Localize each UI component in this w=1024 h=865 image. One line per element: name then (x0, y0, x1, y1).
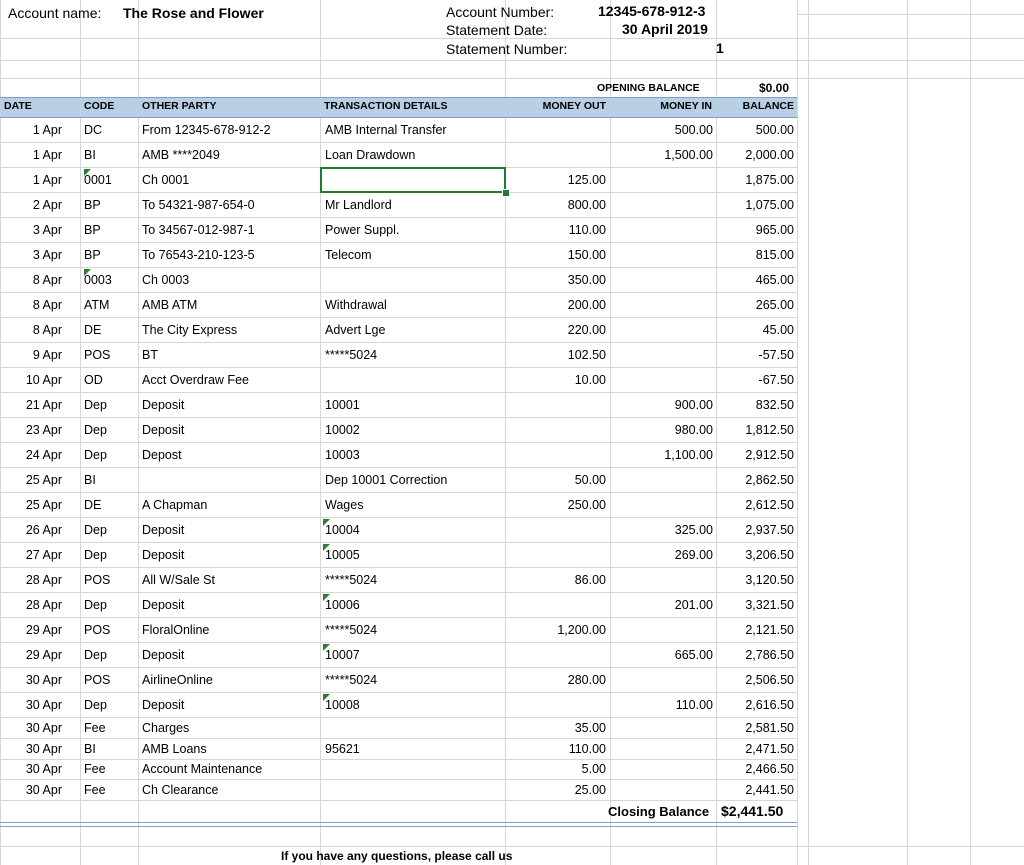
cell-balance[interactable]: 2,466.50 (745, 762, 794, 776)
cell-date[interactable]: 24 Apr (25, 448, 62, 462)
cell-money-out[interactable]: 86.00 (574, 573, 606, 587)
cell-code[interactable]: Fee (84, 783, 106, 797)
cell-details[interactable]: 95621 (325, 742, 360, 756)
cell-code[interactable]: Dep (84, 548, 107, 562)
cell-details[interactable]: 10001 (325, 398, 360, 412)
cell-balance[interactable]: -57.50 (758, 348, 794, 362)
table-row (0, 293, 800, 318)
cell-date[interactable]: 30 Apr (25, 783, 62, 797)
cell-money-out[interactable] (505, 518, 606, 543)
cell-money-in[interactable]: 1,100.00 (664, 448, 713, 462)
cell-balance[interactable]: 45.00 (762, 323, 794, 337)
table-row (0, 343, 800, 368)
cell-date[interactable]: 25 Apr (25, 473, 62, 487)
cell-money-out[interactable]: 50.00 (574, 473, 606, 487)
cell-money-out[interactable]: 150.00 (567, 248, 606, 262)
cell-date[interactable]: 21 Apr (25, 398, 62, 412)
cell-other-party[interactable]: Acct Overdraw Fee (142, 373, 249, 387)
cell-details[interactable]: 10002 (325, 423, 360, 437)
cell-money-out[interactable]: 350.00 (567, 273, 606, 287)
cell-balance[interactable]: 2,786.50 (745, 648, 794, 662)
cell-other-party[interactable]: To 34567-012-987-1 (142, 223, 255, 237)
table-row (0, 468, 800, 493)
cell-money-out[interactable]: 5.00 (581, 762, 606, 776)
cell-money-out[interactable] (505, 693, 606, 718)
table-row (0, 493, 800, 518)
cell-date[interactable]: 26 Apr (25, 523, 62, 537)
cell-money-out[interactable]: 125.00 (567, 173, 606, 187)
cell-balance[interactable]: 3,120.50 (745, 573, 794, 587)
table-row (0, 268, 800, 293)
cell-balance[interactable]: 2,616.50 (745, 698, 794, 712)
cell-date[interactable]: 28 Apr (25, 598, 62, 612)
cell-money-in[interactable]: 1,500.00 (664, 148, 713, 162)
table-row (0, 543, 800, 568)
cell-money-out[interactable] (505, 643, 606, 668)
cell-other-party[interactable]: Deposit (142, 548, 185, 562)
cell-details[interactable]: 10005 (325, 548, 360, 562)
cell-other-party[interactable]: Ch Clearance (142, 783, 219, 797)
cell-money-in[interactable]: 110.00 (675, 698, 713, 712)
cell-money-out[interactable]: 25.00 (574, 783, 606, 797)
cell-other-party[interactable]: AMB ****2049 (142, 148, 220, 162)
table-row (0, 618, 800, 643)
cell-other-party[interactable]: To 76543-210-123-5 (142, 248, 255, 262)
cell-code[interactable]: Dep (84, 698, 107, 712)
cell-money-in[interactable] (610, 718, 713, 739)
statement-date-value: 30 April 2019 (622, 21, 708, 37)
account-name-label: Account name: (8, 5, 102, 21)
table-row (0, 568, 800, 593)
cell-balance[interactable]: 2,612.50 (745, 498, 794, 512)
account-name-value: The Rose and Flower (123, 5, 264, 21)
cell-money-in[interactable] (610, 343, 713, 368)
opening-balance-label: OPENING BALANCE (597, 82, 700, 94)
cell-money-in[interactable] (610, 493, 713, 518)
cell-date[interactable]: 8 Apr (32, 323, 62, 337)
cell-date[interactable]: 2 Apr (32, 198, 62, 212)
cell-details[interactable]: Loan Drawdown (325, 148, 416, 162)
cell-details[interactable]: 10003 (325, 448, 360, 462)
cell-details[interactable]: 10006 (325, 598, 360, 612)
cell-money-out[interactable] (505, 543, 606, 568)
cell-money-out[interactable]: 110.00 (568, 223, 606, 237)
cell-balance[interactable]: 815.00 (755, 248, 794, 262)
cell-date[interactable]: 1 Apr (32, 148, 62, 162)
cell-details[interactable] (325, 368, 503, 393)
cell-money-out[interactable]: 250.00 (567, 498, 606, 512)
cell-code[interactable]: OD (84, 373, 103, 387)
cell-date[interactable]: 28 Apr (25, 573, 62, 587)
cell-other-party[interactable]: Deposit (142, 423, 185, 437)
cell-balance[interactable]: 2,471.50 (745, 742, 794, 756)
cell-details[interactable] (325, 780, 503, 801)
selected-cell[interactable] (320, 167, 506, 193)
cell-money-out[interactable]: 800.00 (567, 198, 606, 212)
cell-money-in[interactable] (610, 318, 713, 343)
cell-money-in[interactable] (610, 668, 713, 693)
cell-money-in[interactable] (610, 568, 713, 593)
table-row (0, 418, 800, 443)
comment-indicator-icon (323, 644, 330, 651)
cell-code[interactable]: DE (84, 323, 102, 337)
cell-date[interactable]: 25 Apr (25, 498, 62, 512)
cell-money-out[interactable]: 110.00 (568, 742, 606, 756)
table-row (0, 443, 800, 468)
cell-money-in[interactable] (610, 468, 713, 493)
cell-code[interactable]: POS (84, 573, 111, 587)
cell-other-party[interactable] (142, 468, 318, 493)
cell-balance[interactable]: 2,912.50 (745, 448, 794, 462)
statement-date-label: Statement Date: (446, 22, 548, 38)
cell-details[interactable] (325, 268, 503, 293)
cell-details[interactable]: Dep 10001 Correction (325, 473, 448, 487)
cell-balance[interactable]: 2,506.50 (745, 673, 794, 687)
cell-other-party[interactable]: AMB ATM (142, 298, 198, 312)
comment-indicator-icon (323, 519, 330, 526)
closing-balance-label: Closing Balance (608, 804, 710, 819)
cell-money-in[interactable] (610, 780, 713, 801)
cell-other-party[interactable]: All W/Sale St (142, 573, 215, 587)
cell-balance[interactable]: 465.00 (755, 273, 794, 287)
cell-other-party[interactable]: Depost (142, 448, 182, 462)
cell-details[interactable]: Mr Landlord (325, 198, 392, 212)
cell-other-party[interactable]: The City Express (142, 323, 238, 337)
questions-note: If you have any questions, please call us (281, 849, 513, 863)
cell-date[interactable]: 1 Apr (32, 123, 62, 137)
account-number-value: 12345-678-912-3 (598, 3, 706, 19)
cell-code[interactable]: BI (84, 742, 96, 756)
cell-money-out[interactable]: 10.00 (574, 373, 606, 387)
cell-code[interactable]: BP (84, 248, 101, 262)
col-header-money-in: MONEY IN (660, 100, 712, 112)
cell-balance[interactable]: 832.50 (755, 398, 794, 412)
cell-balance[interactable]: 2,000.00 (745, 148, 794, 162)
cell-date[interactable]: 29 Apr (25, 623, 62, 637)
cell-other-party[interactable]: Deposit (142, 648, 185, 662)
cell-balance[interactable]: 3,321.50 (745, 598, 794, 612)
cell-money-out[interactable] (505, 443, 606, 468)
cell-code[interactable]: 0003 (84, 273, 112, 287)
fill-handle[interactable] (502, 189, 510, 197)
cell-balance[interactable]: 1,812.50 (745, 423, 794, 437)
cell-money-in[interactable] (610, 193, 713, 218)
table-row (0, 668, 800, 693)
cell-date[interactable]: 8 Apr (32, 273, 62, 287)
cell-code[interactable]: 0001 (84, 173, 112, 187)
cell-code[interactable]: Dep (84, 598, 107, 612)
cell-date[interactable]: 1 Apr (32, 173, 62, 187)
cell-date[interactable]: 3 Apr (32, 223, 62, 237)
statement-number-value: 1 (716, 40, 724, 56)
cell-details[interactable]: *****5024 (325, 348, 378, 362)
cell-balance[interactable]: 2,937.50 (745, 523, 794, 537)
cell-balance[interactable]: 2,121.50 (745, 623, 794, 637)
cell-money-out[interactable] (505, 418, 606, 443)
cell-money-in[interactable]: 900.00 (674, 398, 713, 412)
table-row (0, 518, 800, 543)
footer-divider (0, 822, 797, 823)
cell-details[interactable]: 10008 (325, 698, 360, 712)
cell-other-party[interactable]: Charges (142, 721, 190, 735)
cell-date[interactable]: 30 Apr (25, 742, 62, 756)
cell-balance[interactable]: 2,581.50 (745, 721, 794, 735)
cell-other-party[interactable]: FloralOnline (142, 623, 210, 637)
col-header-code: CODE (84, 100, 115, 112)
cell-money-in[interactable] (610, 168, 713, 193)
comment-indicator-icon (84, 169, 91, 176)
cell-money-out[interactable]: 35.00 (574, 721, 606, 735)
cell-date[interactable]: 30 Apr (25, 762, 62, 776)
cell-details[interactable]: Withdrawal (325, 298, 387, 312)
cell-other-party[interactable]: Deposit (142, 598, 185, 612)
cell-balance[interactable]: 965.00 (755, 223, 794, 237)
table-row (0, 368, 800, 393)
cell-money-out[interactable]: 220.00 (567, 323, 606, 337)
cell-money-in[interactable] (610, 218, 713, 243)
cell-money-out[interactable]: 102.50 (567, 348, 606, 362)
account-number-label: Account Number: (446, 4, 555, 20)
cell-details[interactable]: Telecom (325, 248, 372, 262)
cell-date[interactable]: 30 Apr (25, 721, 62, 735)
cell-balance[interactable]: 1,075.00 (745, 198, 794, 212)
cell-other-party[interactable]: AMB Loans (142, 742, 207, 756)
cell-code[interactable]: BI (84, 473, 96, 487)
cell-balance[interactable]: 1,875.00 (745, 173, 794, 187)
cell-details[interactable]: Power Suppl. (325, 223, 400, 237)
cell-balance[interactable]: 265.00 (755, 298, 794, 312)
table-row (0, 218, 800, 243)
cell-other-party[interactable]: AirlineOnline (142, 673, 213, 687)
cell-details[interactable] (325, 718, 503, 739)
cell-money-in[interactable] (610, 293, 713, 318)
cell-details[interactable]: Advert Lge (325, 323, 386, 337)
cell-date[interactable]: 9 Apr (32, 348, 62, 362)
col-header-date: DATE (4, 100, 32, 112)
cell-money-out[interactable] (505, 393, 606, 418)
cell-money-in[interactable]: 500.00 (674, 123, 713, 137)
cell-code[interactable]: Dep (84, 398, 107, 412)
col-header-balance: BALANCE (742, 100, 794, 112)
cell-other-party[interactable]: To 54321-987-654-0 (142, 198, 255, 212)
cell-balance[interactable]: 2,441.50 (745, 783, 794, 797)
cell-money-in[interactable] (610, 268, 713, 293)
cell-other-party[interactable]: From 12345-678-912-2 (142, 123, 271, 137)
table-row (0, 780, 800, 805)
cell-details[interactable] (325, 759, 503, 780)
cell-date[interactable]: 10 Apr (25, 373, 62, 387)
cell-balance[interactable]: -67.50 (758, 373, 794, 387)
table-row (0, 393, 800, 418)
table-row (0, 593, 800, 618)
cell-code[interactable]: POS (84, 348, 111, 362)
cell-code[interactable]: BP (84, 223, 101, 237)
cell-money-in[interactable] (610, 618, 713, 643)
cell-code[interactable]: DE (84, 498, 102, 512)
cell-money-in[interactable]: 980.00 (674, 423, 713, 437)
cell-money-in[interactable] (610, 368, 713, 393)
cell-money-out[interactable] (505, 143, 606, 168)
cell-details[interactable]: AMB Internal Transfer (325, 123, 447, 137)
cell-money-out[interactable] (505, 118, 606, 143)
cell-details[interactable]: 10007 (325, 648, 360, 662)
table-row (0, 193, 800, 218)
table-row (0, 118, 800, 143)
cell-details[interactable]: *****5024 (325, 573, 378, 587)
footer-divider-2 (0, 826, 797, 827)
cell-code[interactable]: ATM (84, 298, 110, 312)
cell-money-out[interactable] (505, 593, 606, 618)
col-header-details: TRANSACTION DETAILS (324, 100, 448, 112)
cell-code[interactable]: POS (84, 673, 111, 687)
cell-code[interactable]: Fee (84, 721, 106, 735)
cell-code[interactable]: BP (84, 198, 101, 212)
cell-code[interactable]: DC (84, 123, 103, 137)
cell-money-in[interactable]: 325.00 (674, 523, 713, 537)
opening-balance-value: $0.00 (759, 81, 790, 95)
cell-balance[interactable]: 500.00 (755, 123, 794, 137)
comment-indicator-icon (323, 694, 330, 701)
col-header-other-party: OTHER PARTY (142, 100, 217, 112)
comment-indicator-icon (323, 594, 330, 601)
cell-other-party[interactable]: Account Maintenance (142, 762, 263, 776)
cell-details[interactable]: Wages (325, 498, 364, 512)
cell-date[interactable]: 30 Apr (25, 698, 62, 712)
cell-other-party[interactable]: Ch 0001 (142, 173, 190, 187)
cell-details[interactable]: *****5024 (325, 673, 378, 687)
cell-money-in[interactable] (610, 243, 713, 268)
cell-money-out[interactable]: 1,200.00 (557, 623, 606, 637)
cell-date[interactable]: 29 Apr (25, 648, 62, 662)
cell-code[interactable]: POS (84, 623, 111, 637)
cell-date[interactable]: 27 Apr (25, 548, 62, 562)
comment-indicator-icon (84, 269, 91, 276)
cell-details[interactable]: *****5024 (325, 623, 378, 637)
table-row (0, 318, 800, 343)
cell-money-in[interactable]: 269.00 (674, 548, 713, 562)
cell-money-in[interactable]: 665.00 (674, 648, 713, 662)
cell-other-party[interactable]: BT (142, 348, 158, 362)
cell-code[interactable]: Dep (84, 648, 107, 662)
statement-number-label: Statement Number: (446, 41, 568, 57)
cell-code[interactable]: Dep (84, 423, 107, 437)
cell-code[interactable]: Dep (84, 523, 107, 537)
cell-money-out[interactable]: 280.00 (567, 673, 606, 687)
closing-balance-value: $2,441.50 (721, 803, 784, 819)
cell-code[interactable]: BI (84, 148, 96, 162)
cell-money-in[interactable] (610, 759, 713, 780)
cell-date[interactable]: 8 Apr (32, 298, 62, 312)
cell-other-party[interactable]: Deposit (142, 698, 185, 712)
cell-code[interactable]: Fee (84, 762, 106, 776)
table-row (0, 143, 800, 168)
cell-other-party[interactable]: A Chapman (142, 498, 208, 512)
table-row (0, 243, 800, 268)
table-row (0, 643, 800, 668)
comment-indicator-icon (323, 544, 330, 551)
table-row (0, 693, 800, 718)
cell-balance[interactable]: 2,862.50 (745, 473, 794, 487)
cell-other-party[interactable]: Deposit (142, 398, 185, 412)
cell-money-out[interactable]: 200.00 (567, 298, 606, 312)
cell-date[interactable]: 30 Apr (25, 673, 62, 687)
cell-other-party[interactable]: Ch 0003 (142, 273, 190, 287)
cell-money-in[interactable]: 201.00 (674, 598, 713, 612)
cell-details[interactable]: 10004 (325, 523, 360, 537)
col-header-money-out: MONEY OUT (542, 100, 606, 112)
cell-balance[interactable]: 3,206.50 (745, 548, 794, 562)
cell-date[interactable]: 23 Apr (25, 423, 62, 437)
cell-date[interactable]: 3 Apr (32, 248, 62, 262)
cell-other-party[interactable]: Deposit (142, 523, 185, 537)
cell-money-in[interactable] (610, 739, 713, 760)
cell-code[interactable]: Dep (84, 448, 107, 462)
